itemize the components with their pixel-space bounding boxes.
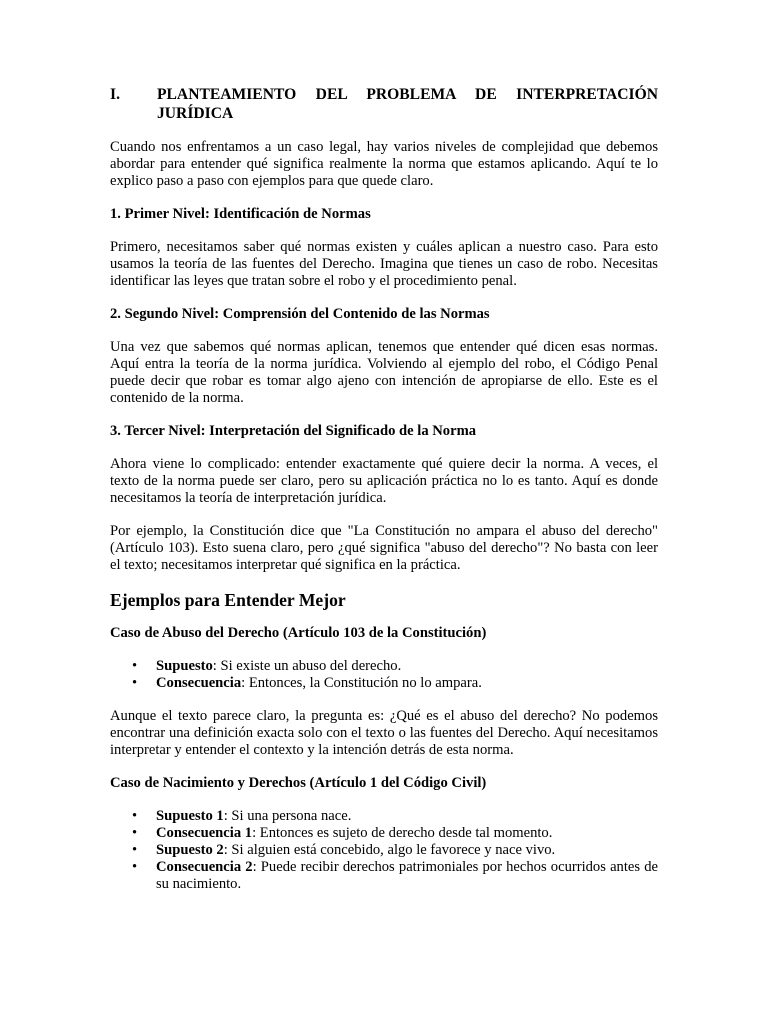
bullet-term: Supuesto 2 — [156, 842, 224, 858]
bullet-term: Consecuencia — [156, 675, 242, 691]
bullet-term: Consecuencia 1 — [156, 825, 253, 841]
level-1-paragraph: Primero, necesitamos saber qué normas existen y cuáles aplican a nuestro caso. Para esto usamos la teoría de las fuentes del Derecho. Imagina que tienes un caso de robo. Necesitas identificar las leyes que tratan sobre el robo y el procedimiento penal. — [110, 239, 658, 289]
level-2-title: 2. Segundo Nivel: Comprensión del Contenido de las Normas — [110, 306, 490, 322]
bullet-text: : Si una persona nace. — [223, 808, 352, 824]
bullet-icon: • — [132, 658, 138, 674]
level-3-paragraph-2: Por ejemplo, la Constitución dice que "La Constitución no ampara el abuso del derecho" (Artículo 103). Esto suena claro, pero ¿qué significa "abuso del derecho"? No basta con leer el texto; necesitamos interpretar qué significa en la práctica. — [110, 523, 658, 573]
list-item — [110, 859, 658, 893]
list-item — [110, 842, 658, 859]
bullet-text: : Entonces, la Constitución no lo ampara. — [241, 675, 482, 691]
list-item — [110, 825, 658, 842]
section-title: PLANTEAMIENTO DEL PROBLEMA DE INTERPRETACIÓN JURÍDICA — [157, 86, 658, 122]
bullet-term: Consecuencia 2 — [156, 859, 253, 875]
bullet-text: : Entonces es sujeto de derecho desde tal momento. — [252, 825, 553, 841]
level-3-paragraph-1: Ahora viene lo complicado: entender exactamente qué quiere decir la norma. A veces, el texto de la norma puede ser claro, pero su aplicación práctica no lo es tanto. Aquí es donde necesitamos la teoría de interpretación jurídica. — [110, 456, 658, 506]
bullet-icon: • — [132, 675, 138, 691]
bullet-text: : Si existe un abuso del derecho. — [212, 658, 402, 674]
level-1-title: 1. Primer Nivel: Identificación de Normas — [110, 206, 371, 222]
document-body — [110, 86, 658, 909]
bullet-text: : Puede recibir derechos patrimoniales por hechos ocurridos antes de su nacimiento. — [156, 859, 658, 892]
level-2-paragraph: Una vez que sabemos qué normas aplican, tenemos que entender qué dicen esas normas. Aquí entra la teoría de la norma jurídica. Volviendo al ejemplo del robo, el Código Penal puede decir que robar es tomar algo ajeno con intención de apropiarse de ello. Este es el contenido de la norma. — [110, 339, 658, 406]
case-2-list — [110, 808, 658, 893]
bullet-text: : Si alguien está concebido, algo le favorece y nace vivo. — [223, 842, 556, 858]
examples-heading: Ejemplos para Entender Mejor — [110, 590, 346, 610]
bullet-term: Supuesto — [156, 658, 213, 674]
intro-paragraph: Cuando nos enfrentamos a un caso legal, hay varios niveles de complejidad que debemos abordar para entender qué significa realmente la norma que estamos aplicando. Aquí te lo explico paso a paso con ejemplos para que quede claro. — [110, 139, 658, 189]
bullet-icon: • — [132, 842, 138, 858]
level-3-title: 3. Tercer Nivel: Interpretación del Significado de la Norma — [110, 423, 477, 439]
case-2-title: Caso de Nacimiento y Derechos (Artículo 1 del Código Civil) — [110, 775, 487, 791]
bullet-term: Supuesto 1 — [156, 808, 224, 824]
bullet-icon: • — [132, 859, 138, 875]
list-item — [110, 675, 658, 692]
case-1-title: Caso de Abuso del Derecho (Artículo 103 de la Constitución) — [110, 625, 487, 641]
case-1-paragraph: Aunque el texto parece claro, la pregunta es: ¿Qué es el abuso del derecho? No podemos encontrar una definición exacta solo con el texto o las fuentes del Derecho. Aquí necesitamos interpretar y entender el contexto y la intención detrás de esta norma. — [110, 708, 658, 758]
list-item — [110, 658, 658, 675]
section-heading — [110, 86, 658, 123]
section-number: I. — [110, 86, 120, 103]
bullet-icon: • — [132, 808, 138, 824]
bullet-icon: • — [132, 825, 138, 841]
list-item — [110, 808, 658, 825]
case-1-list — [110, 658, 658, 692]
